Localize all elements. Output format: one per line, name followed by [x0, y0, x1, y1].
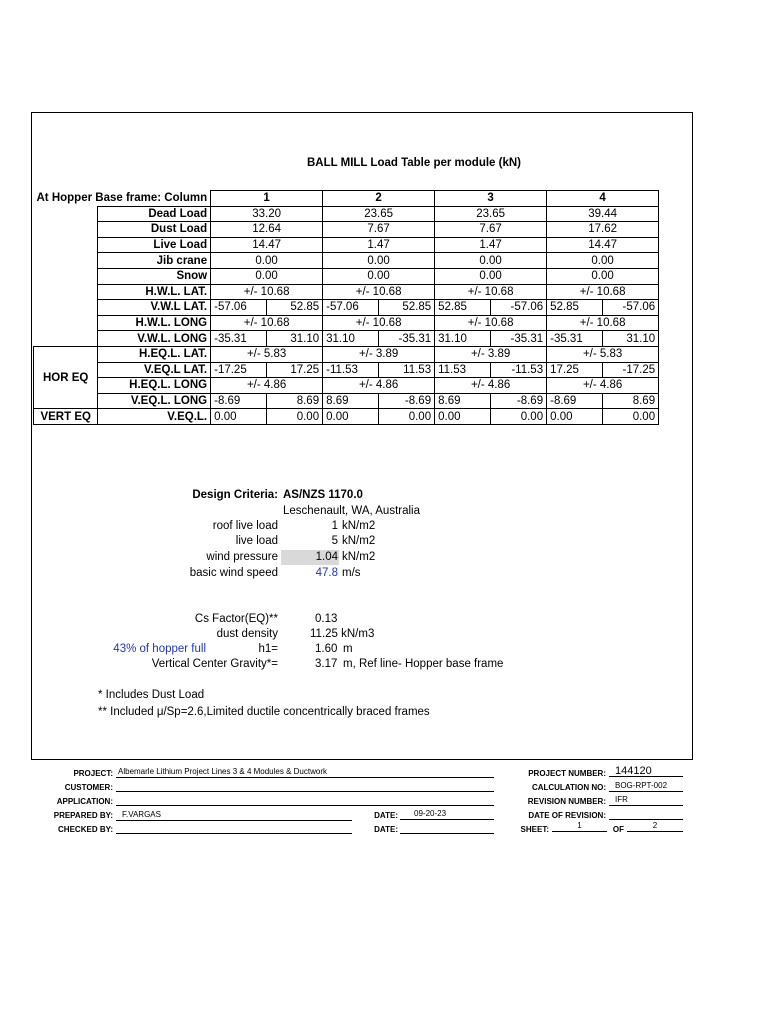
load-value: 0.00 — [323, 268, 435, 284]
load-value-left: 0.00 — [547, 409, 603, 425]
sheet-field — [552, 819, 607, 832]
load-value-right: -35.31 — [491, 331, 547, 347]
load-value-right: -8.69 — [379, 393, 435, 409]
design-criteria-value: AS/NZS 1170.0 — [283, 489, 363, 501]
date-of-revision-label: DATE OF REVISION: — [528, 811, 606, 820]
date-value: 09-20-23 — [414, 809, 447, 818]
design-criteria-label: Design Criteria: — [192, 489, 278, 501]
load-value-left: -8.69 — [547, 393, 603, 409]
project-number-field — [609, 764, 683, 777]
load-value: 0.00 — [547, 268, 659, 284]
row-label: Live Load — [98, 237, 211, 253]
load-value-right: 8.69 — [603, 393, 659, 409]
load-value-right: -57.06 — [603, 300, 659, 316]
load-value-left: 0.00 — [323, 409, 379, 425]
revision-field — [609, 793, 683, 806]
load-value-left: -17.25 — [211, 362, 267, 378]
load-value: 7.67 — [323, 222, 435, 238]
row-label: V.EQ.L LAT. — [98, 362, 211, 378]
load-value: +/- 10.68 — [547, 284, 659, 300]
row-label: Dead Load — [98, 206, 211, 222]
load-value-left: 52.85 — [547, 300, 603, 316]
load-value: 39.44 — [547, 206, 659, 222]
load-value-left: -11.53 — [323, 362, 379, 378]
date2-field — [400, 821, 494, 834]
application-field — [116, 793, 494, 806]
group-spacer — [34, 206, 98, 222]
sheet-value: 1 — [577, 821, 582, 830]
project-number-label: PROJECT NUMBER: — [528, 769, 606, 778]
cs-factor-label: Cs Factor(EQ)** — [194, 613, 278, 625]
load-value: 23.65 — [435, 206, 547, 222]
row-label: V.W.L LAT. — [98, 300, 211, 316]
vcg-value: 3.17 — [315, 658, 338, 670]
revision-value: IFR — [615, 795, 628, 804]
load-value: 1.47 — [435, 237, 547, 253]
design-item-value: 1.04 — [281, 550, 339, 565]
column-header-1: 1 — [211, 191, 323, 207]
load-value-right: 52.85 — [267, 300, 323, 316]
design-item-label: live load — [235, 535, 278, 547]
table-row — [34, 300, 659, 316]
load-value-right: 52.85 — [379, 300, 435, 316]
load-value: 33.20 — [211, 206, 323, 222]
group-spacer — [34, 253, 98, 269]
calc-no-field — [609, 779, 683, 792]
table-title: BALL MILL Load Table per module (kN) — [306, 157, 522, 169]
group-spacer — [34, 315, 98, 331]
load-value: +/- 5.83 — [211, 346, 323, 362]
table-row — [34, 331, 659, 347]
load-value: 14.47 — [547, 237, 659, 253]
application-label: APPLICATION: — [56, 797, 113, 806]
project-field — [116, 765, 494, 778]
table-row — [34, 409, 659, 425]
design-item-unit: kN/m2 — [342, 520, 376, 532]
cs-factor-value: 0.13 — [315, 613, 338, 625]
load-value-right: -11.53 — [491, 362, 547, 378]
column-header-3: 3 — [435, 191, 547, 207]
load-value-right: 0.00 — [603, 409, 659, 425]
customer-label: CUSTOMER: — [64, 783, 113, 792]
date-field — [400, 807, 494, 820]
load-value: 1.47 — [323, 237, 435, 253]
table-row — [34, 315, 659, 331]
design-item-unit: kN/m2 — [342, 551, 376, 563]
load-value-left: 0.00 — [435, 409, 491, 425]
sheet-label: SHEET: — [520, 825, 549, 834]
design-item-label: wind pressure — [206, 551, 278, 563]
group-vert-eq: VERT EQ — [34, 409, 98, 425]
design-item-unit: m/s — [342, 567, 361, 579]
checked-by-label: CHECKED BY: — [58, 825, 113, 834]
row-label: H.EQ.L. LONG — [98, 378, 211, 394]
design-item-value: 47.8 — [315, 567, 338, 579]
calc-no-label: CALCULATION NO: — [531, 783, 606, 792]
load-value: +/- 3.89 — [323, 346, 435, 362]
prepared-by-label: PREPARED BY: — [53, 811, 113, 820]
h1-label: h1= — [258, 643, 278, 655]
load-value: 14.47 — [211, 237, 323, 253]
load-value: +/- 4.86 — [323, 378, 435, 394]
load-value: 0.00 — [435, 268, 547, 284]
column-header-label: At Hopper Base frame: Column — [36, 192, 208, 205]
h1-value: 1.60 — [315, 643, 338, 655]
load-value-left: -35.31 — [211, 331, 267, 347]
load-value-right: -57.06 — [491, 300, 547, 316]
table-header-row — [34, 191, 659, 207]
vcg-unit: m, Ref line- Hopper base frame — [343, 658, 504, 670]
load-value-left: 8.69 — [435, 393, 491, 409]
group-spacer — [34, 222, 98, 238]
load-value-left: 31.10 — [435, 331, 491, 347]
table-row — [34, 222, 659, 238]
dust-density-value: 11.25 kN/m3 — [310, 628, 375, 640]
load-value-right: 31.10 — [267, 331, 323, 347]
load-value-left: 52.85 — [435, 300, 491, 316]
load-value: +/- 3.89 — [435, 346, 547, 362]
row-label: Dust Load — [98, 222, 211, 238]
group-spacer — [34, 268, 98, 284]
load-value-right: 0.00 — [379, 409, 435, 425]
project-number-value: 144120 — [615, 765, 652, 777]
customer-field — [116, 779, 494, 792]
date-label: DATE: — [374, 811, 398, 820]
load-value: +/- 10.68 — [547, 315, 659, 331]
load-value-left: 31.10 — [323, 331, 379, 347]
group-spacer — [34, 331, 98, 347]
load-value: +/- 10.68 — [435, 315, 547, 331]
design-item-label: basic wind speed — [189, 567, 278, 579]
column-header-4: 4 — [547, 191, 659, 207]
load-value-right: -8.69 — [491, 393, 547, 409]
load-value-left: 11.53 — [435, 362, 491, 378]
dust-density-label: dust density — [216, 628, 278, 640]
of-value: 2 — [652, 821, 658, 830]
row-label: H.W.L. LAT. — [98, 284, 211, 300]
h1-unit: m — [343, 643, 353, 655]
row-label: V.W.L. LONG — [98, 331, 211, 347]
row-label: H.W.L. LONG — [98, 315, 211, 331]
load-value-right: 0.00 — [267, 409, 323, 425]
load-value-right: 0.00 — [491, 409, 547, 425]
load-value: 12.64 — [211, 222, 323, 238]
row-label: Jib crane — [98, 253, 211, 269]
load-value-right: -35.31 — [379, 331, 435, 347]
table-row — [34, 237, 659, 253]
calc-no-value: BOG-RPT-002 — [615, 781, 668, 790]
row-label: H.EQ.L. LAT. — [98, 346, 211, 362]
load-value: 0.00 — [435, 253, 547, 269]
load-value-right: 17.25 — [267, 362, 323, 378]
prepared-by-field — [116, 808, 352, 821]
group-spacer — [34, 237, 98, 253]
load-value-right: 8.69 — [267, 393, 323, 409]
hopper-note: 43% of hopper full — [113, 643, 206, 655]
design-item-unit: kN/m2 — [342, 535, 376, 547]
of-label: OF — [612, 825, 624, 834]
load-value-left: -8.69 — [211, 393, 267, 409]
design-item-value: 1 — [331, 520, 338, 532]
load-value: 0.00 — [323, 253, 435, 269]
group-spacer — [34, 300, 98, 316]
load-value-left: -57.06 — [323, 300, 379, 316]
load-value-right: -17.25 — [603, 362, 659, 378]
of-field — [627, 819, 683, 832]
load-value-left: 8.69 — [323, 393, 379, 409]
load-value: +/- 10.68 — [211, 284, 323, 300]
table-row — [34, 253, 659, 269]
load-value: +/- 10.68 — [211, 315, 323, 331]
load-value: 0.00 — [211, 253, 323, 269]
table-row — [34, 393, 659, 409]
load-value: 23.65 — [323, 206, 435, 222]
load-value: 7.67 — [435, 222, 547, 238]
load-value-left: 0.00 — [211, 409, 267, 425]
vcg-label: Vertical Center Gravity*= — [151, 658, 278, 670]
load-value-left: -35.31 — [547, 331, 603, 347]
load-table — [33, 190, 659, 425]
load-value: +/- 10.68 — [435, 284, 547, 300]
revision-label: REVISION NUMBER: — [527, 797, 606, 806]
table-row — [34, 362, 659, 378]
load-value: 0.00 — [547, 253, 659, 269]
row-label: Snow — [98, 268, 211, 284]
table-row — [34, 268, 659, 284]
design-location: Leschenault, WA, Australia — [283, 505, 421, 517]
project-label: PROJECT: — [73, 769, 113, 778]
note-ductile: ** Included μ/Sp=2.6,Limited ductile concentrically braced frames — [98, 706, 430, 718]
load-value-left: 17.25 — [547, 362, 603, 378]
load-value: +/- 10.68 — [323, 315, 435, 331]
table-row — [34, 284, 659, 300]
row-label: V.EQ.L. — [98, 409, 211, 425]
date2-label: DATE: — [374, 825, 398, 834]
project-value: Albemarle Lithium Project Lines 3 & 4 Modules & Ductwork — [118, 767, 327, 776]
load-value-left: -57.06 — [211, 300, 267, 316]
load-value-right: 11.53 — [379, 362, 435, 378]
load-value-right: 31.10 — [603, 331, 659, 347]
row-label: V.EQ.L. LONG — [98, 393, 211, 409]
load-value: +/- 4.86 — [547, 378, 659, 394]
table-row — [34, 346, 659, 362]
column-header-2: 2 — [323, 191, 435, 207]
load-value: +/- 5.83 — [547, 346, 659, 362]
load-value: 17.62 — [547, 222, 659, 238]
load-value: +/- 10.68 — [323, 284, 435, 300]
group-hor-eq: HOR EQ — [34, 346, 98, 408]
load-value: +/- 4.86 — [435, 378, 547, 394]
prepared-by-value: F.VARGAS — [122, 810, 161, 819]
load-value: +/- 4.86 — [211, 378, 323, 394]
checked-by-field — [116, 821, 352, 834]
design-item-value: 5 — [331, 535, 338, 547]
table-row — [34, 206, 659, 222]
design-item-label: roof live load — [212, 520, 278, 532]
group-spacer — [34, 284, 98, 300]
table-row — [34, 378, 659, 394]
load-value: 0.00 — [211, 268, 323, 284]
title-block — [0, 765, 768, 845]
note-dust-load: * Includes Dust Load — [98, 689, 205, 701]
